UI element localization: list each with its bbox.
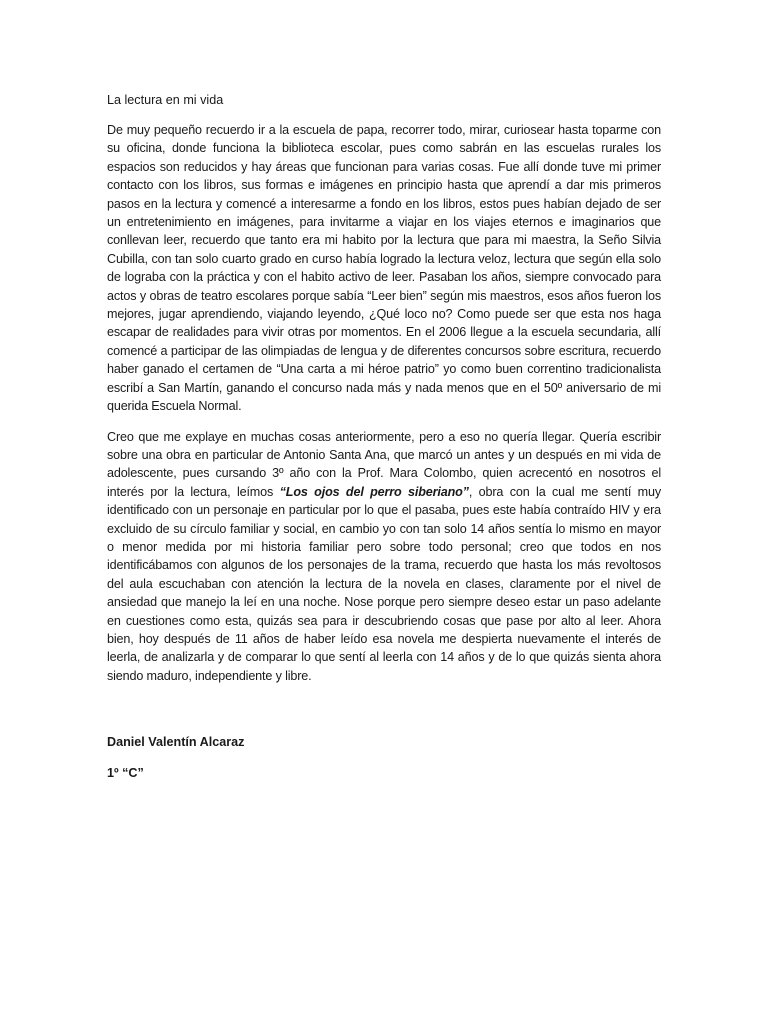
paragraph-2 — [107, 428, 661, 686]
paragraph-2-intro: Creo que me explaye en muchas cosas anteriormente, pero a eso no quería llegar. Quería escribir sobre una obra en particular de Antonio Santa Ana, que marcó un antes y un después en mi vida de adolescente, pues cursando 3º año con la Prof. Mara Colombo, quien acrecentó en nosotros el interés por la lectura, leímos — [107, 429, 661, 499]
book-title: “Los ojos del perro siberiano” — [279, 484, 469, 499]
document-title: La lectura en mi vida — [107, 93, 224, 107]
author-grade: 1º “C” — [107, 766, 144, 780]
document-page — [107, 90, 661, 780]
author-name: Daniel Valentín Alcaraz — [107, 735, 245, 749]
paragraph-1: De muy pequeño recuerdo ir a la escuela de papa, recorrer todo, mirar, curiosear hasta toparme con su oficina, donde funciona la biblioteca escolar, pues como sabrán en las escuelas rurales los espacios son reducidos y hay áreas que funcionan para varias cosas. Fue allí donde tuve mi primer contacto con los libros, sus formas e imágenes en principio hasta que aprendí a dar mis primeros pasos en la lectura y comencé a interesarme a fondo en los libros, estos pues habían dejado de ser un entretenimiento en imágenes, para invitarme a viajar en los viajes eternos e imaginarios que conllevan leer, recuerdo que tanto era mi habito por la lectura que para mi maestra, la Seño Silvia Cubilla, con tan solo cuarto grado en curso había logrado la lectura veloz, lectura que según ella solo de lograba con la práctica y con el habito activo de leer. Pasaban los años, siempre convocado para actos y obras de teatro escolares porque sabía “Leer bien” según mis maestros, esos años fueron los mejores, jugar aprendiendo, viajando leyendo, ¿Qué loco no? Como puede ser que esta nos haga escapar de realidades para vivir otras por momentos. En el 2006 llegue a la escuela secundaria, allí comencé a participar de las olimpiadas de lengua y de diferentes concursos sobre escritura, recuerdo haber ganado el certamen de “Una carta a mi héroe patrio” yo como buen correntino tradicionalista escribí a San Martín, ganando el concurso nada más y nada menos que en el 50º aniversario de mi querida Escuela Normal. — [107, 123, 661, 414]
paragraph-2-rest: , obra con la cual me sentí muy identificado con un personaje en particular por lo que el pasaba, pues este había contraído HIV y era excluido de su círculo familiar y social, en cambio yo con tan solo 14 años sentía lo mismo en mayor o menor medida por mi historia familiar pero sobre todo personal; creo que todos en nos identificábamos con algunos de los personajes de la trama, recuerdo que hasta los más revoltosos del aula escuchaban con atención la lectura de la novela en clases, claramente por el nivel de ansiedad que manejo la leí en una noche. Nose porque pero siempre deseo estar un paso adelante en cuestiones como esta, quizás sea para ir descubriendo cosas que pase por alto al leer. Ahora bien, hoy después de 11 años de haber leído esa novela me despierta nuevamente el interés de leerla, de analizarla y de comparar lo que sentí al leerla con 14 años y de lo que quizás sienta ahora siendo maduro, independiente y libre. — [107, 484, 661, 683]
